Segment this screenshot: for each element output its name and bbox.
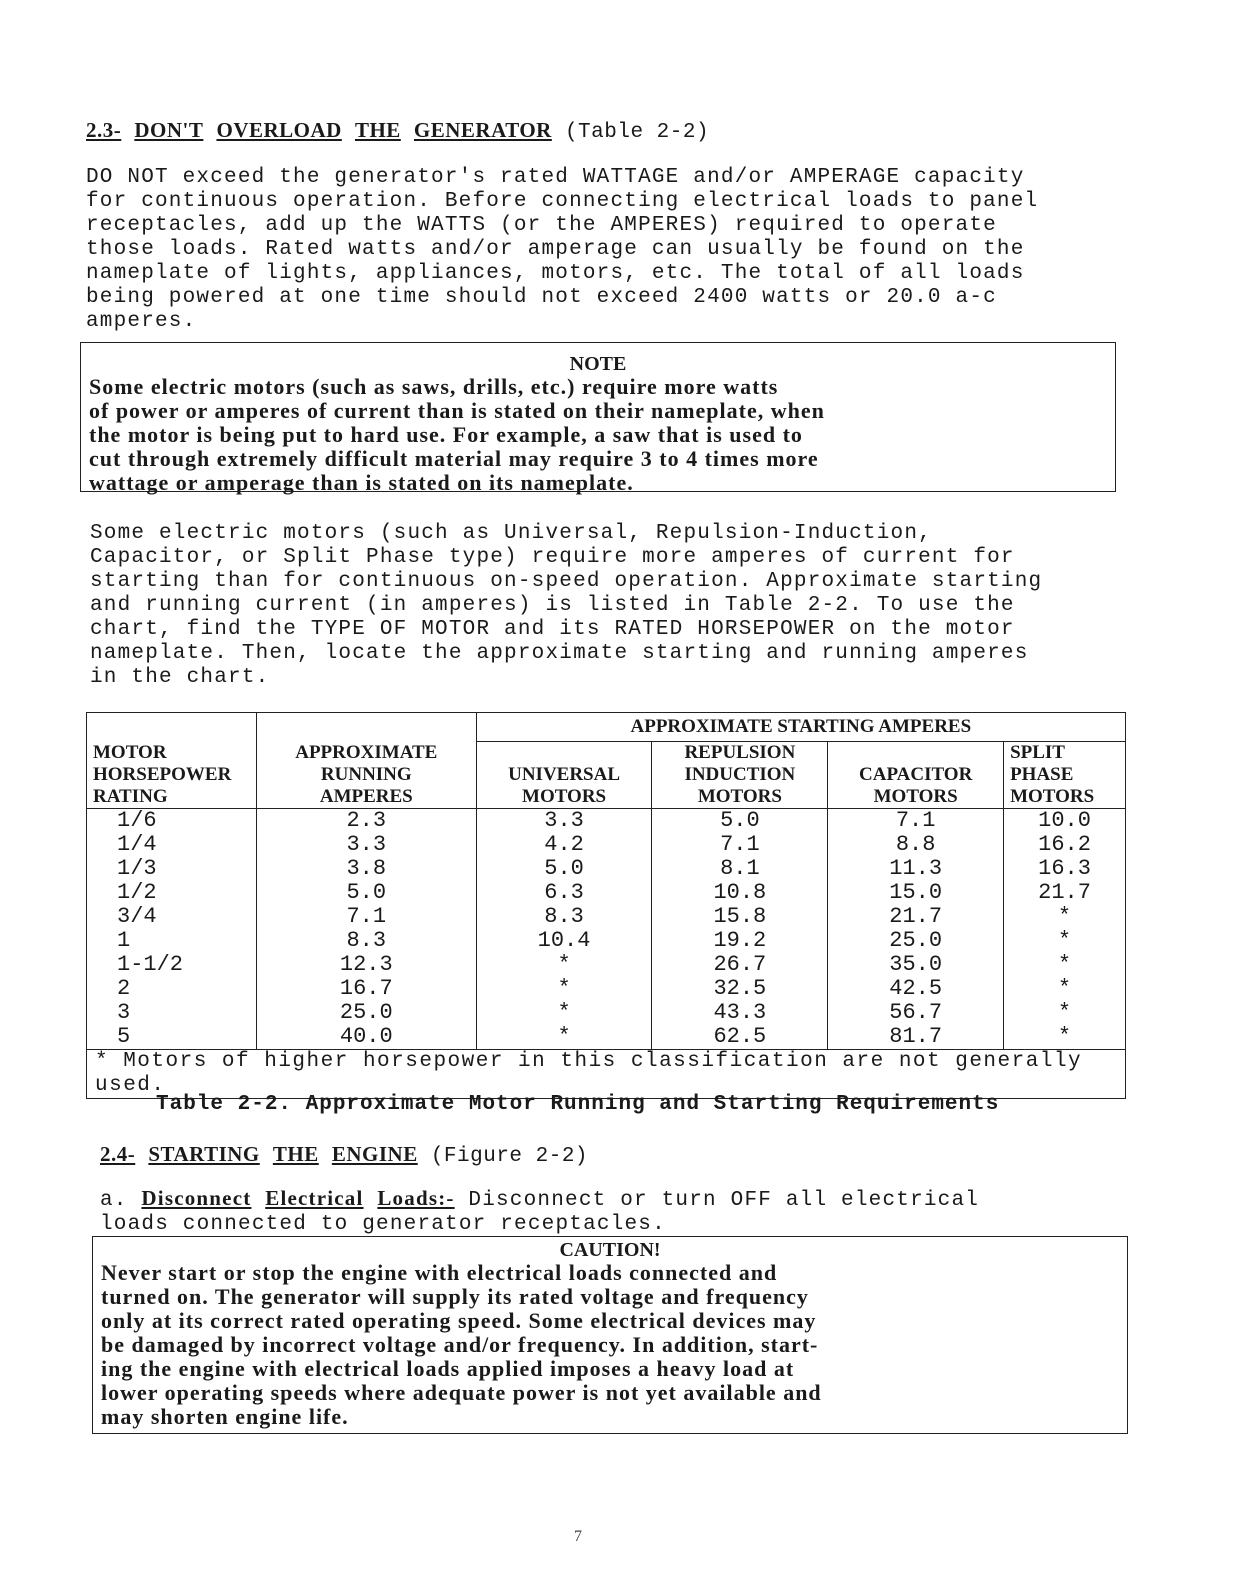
cell-split-phase: * — [1004, 1001, 1126, 1025]
cell-running: 8.3 — [256, 929, 476, 953]
paragraph-line: chart, find the TYPE OF MOTOR and its RATED HORSEPOWER on the motor — [90, 618, 1015, 641]
heading-word: THE — [354, 118, 401, 142]
cell-universal: * — [476, 977, 652, 1001]
cell-universal: 5.0 — [476, 857, 652, 881]
caution-line: may shorten engine life. — [101, 1404, 349, 1429]
table-row — [87, 929, 1126, 953]
heading-word: DON'T — [134, 118, 204, 142]
cell-universal: * — [476, 1025, 652, 1050]
cell-split-phase: * — [1004, 977, 1126, 1001]
table-row — [87, 905, 1126, 929]
header-line: INDUCTION — [684, 764, 796, 785]
paragraph-line: and running current (in amperes) is listed in Table 2-2. To use the — [90, 594, 1015, 617]
cell-universal: * — [476, 953, 652, 977]
col-header-universal — [476, 742, 652, 809]
cell-repulsion: 26.7 — [652, 953, 828, 977]
paragraph-line: receptacles, add up the WATTS (or the AMPERES) required to operate — [86, 214, 997, 237]
cell-capacitor: 35.0 — [828, 953, 1004, 977]
cell-horsepower: 3/4 — [87, 905, 257, 929]
col-header-running — [256, 713, 476, 809]
cell-capacitor: 7.1 — [828, 809, 1004, 834]
col-header-horsepower — [87, 713, 257, 809]
col-header-capacitor — [828, 742, 1004, 809]
cell-capacitor: 25.0 — [828, 929, 1004, 953]
note-line: wattage or amperage than is stated on its nameplate. — [89, 470, 634, 495]
header-line: PHASE — [1010, 764, 1074, 785]
cell-running: 7.1 — [256, 905, 476, 929]
section-reference: (Table 2-2) — [564, 121, 710, 144]
step-a-line: loads connected to generator receptacles. — [100, 1213, 666, 1236]
caution-box — [92, 1236, 1128, 1434]
cell-split-phase: 16.2 — [1004, 833, 1126, 857]
cell-running: 25.0 — [256, 1001, 476, 1025]
cell-horsepower: 1-1/2 — [87, 953, 257, 977]
cell-horsepower: 1/6 — [87, 809, 257, 834]
header-line: MOTORS — [522, 786, 607, 807]
paragraph-line: those loads. Rated watts and/or amperage can usually be found on the — [86, 238, 1025, 261]
header-line: SPLIT — [1010, 742, 1065, 763]
caution-line: only at its correct rated operating speed. Some electrical devices may — [101, 1308, 817, 1333]
paragraph-line: starting than for continuous on-speed operation. Approximate starting — [90, 570, 1043, 593]
cell-running: 40.0 — [256, 1025, 476, 1050]
paragraph-line: amperes. — [86, 310, 197, 333]
cell-split-phase: * — [1004, 905, 1126, 929]
step-title-word: Disconnect — [141, 1186, 252, 1210]
cell-split-phase: 21.7 — [1004, 881, 1126, 905]
cell-repulsion: 32.5 — [652, 977, 828, 1001]
cell-repulsion: 8.1 — [652, 857, 828, 881]
paragraph-line: Capacitor, or Split Phase type) require more amperes of current for — [90, 546, 1015, 569]
table-row — [87, 953, 1126, 977]
cell-horsepower: 1 — [87, 929, 257, 953]
step-text: Disconnect or turn OFF all electrical — [468, 1189, 980, 1212]
cell-horsepower: 5 — [87, 1025, 257, 1050]
header-line: MOTOR — [93, 742, 167, 763]
cell-capacitor: 81.7 — [828, 1025, 1004, 1050]
cell-universal: 6.3 — [476, 881, 652, 905]
header-line: UNIVERSAL — [508, 764, 621, 785]
cell-universal: * — [476, 1001, 652, 1025]
table-caption: Table 2-2. Approximate Motor Running and Starting Requirements — [156, 1093, 1000, 1116]
cell-universal: 8.3 — [476, 905, 652, 929]
table-row — [87, 977, 1126, 1001]
paragraph-line: being powered at one time should not exceed 2400 watts or 20.0 a-c — [86, 286, 997, 309]
group-header-starting: APPROXIMATE STARTING AMPERES — [476, 713, 1125, 742]
heading-word: OVERLOAD — [216, 118, 342, 142]
cell-horsepower: 1/4 — [87, 833, 257, 857]
header-line: APPROXIMATE — [295, 742, 438, 763]
note-line: the motor is being put to hard use. For example, a saw that is used to — [89, 422, 803, 447]
caution-title: CAUTION! — [559, 1239, 661, 1261]
header-line: MOTORS — [697, 786, 782, 807]
cell-capacitor: 21.7 — [828, 905, 1004, 929]
header-line: MOTORS — [1010, 786, 1095, 807]
heading-word: GENERATOR — [413, 118, 552, 142]
cell-repulsion: 15.8 — [652, 905, 828, 929]
header-line: MOTORS — [873, 786, 958, 807]
caution-line: Never start or stop the engine with electrical loads connected and — [101, 1260, 778, 1285]
cell-repulsion: 10.8 — [652, 881, 828, 905]
motor-paragraph — [90, 522, 1042, 690]
cell-horsepower: 1/3 — [87, 857, 257, 881]
cell-running: 3.8 — [256, 857, 476, 881]
caution-line: be damaged by incorrect voltage and/or frequency. In addition, start- — [101, 1332, 819, 1357]
paragraph-line: nameplate. Then, locate the approximate starting and running amperes — [90, 642, 1029, 665]
cell-universal: 4.2 — [476, 833, 652, 857]
cell-capacitor: 11.3 — [828, 857, 1004, 881]
caution-line: lower operating speeds where adequate power is not yet available and — [101, 1380, 822, 1405]
table-row — [87, 1025, 1126, 1050]
caution-line: turned on. The generator will supply its rated voltage and frequency — [101, 1284, 809, 1309]
section-number: 2.4- — [100, 1142, 136, 1166]
note-title: NOTE — [569, 353, 627, 375]
header-line: RATING — [93, 786, 168, 807]
note-line: of power or amperes of current than is stated on their nameplate, when — [89, 398, 825, 423]
cell-running: 16.7 — [256, 977, 476, 1001]
cell-running: 12.3 — [256, 953, 476, 977]
table-row — [87, 881, 1126, 905]
cell-repulsion: 5.0 — [652, 809, 828, 834]
paragraph-line: in the chart. — [90, 666, 270, 689]
note-line: cut through extremely difficult material may require 3 to 4 times more — [89, 446, 819, 471]
cell-repulsion: 7.1 — [652, 833, 828, 857]
paragraph-line: for continuous operation. Before connecting electrical loads to panel — [86, 190, 1039, 213]
cell-universal: 3.3 — [476, 809, 652, 834]
table-row — [87, 809, 1126, 834]
table-row — [87, 1001, 1126, 1025]
cell-horsepower: 3 — [87, 1001, 257, 1025]
cell-capacitor: 15.0 — [828, 881, 1004, 905]
table-row — [87, 857, 1126, 881]
header-line: HORSEPOWER — [93, 764, 232, 785]
section-2-4-heading — [100, 1142, 588, 1168]
paragraph-line: Some electric motors (such as Universal, Repulsion-Induction, — [90, 522, 932, 545]
cell-split-phase: 10.0 — [1004, 809, 1126, 834]
cell-horsepower: 1/2 — [87, 881, 257, 905]
heading-word: ENGINE — [331, 1142, 418, 1166]
cell-capacitor: 42.5 — [828, 977, 1004, 1001]
section-reference: (Figure 2-2) — [430, 1145, 589, 1168]
step-label: a. — [100, 1189, 128, 1212]
cell-split-phase: * — [1004, 1025, 1126, 1050]
motor-amperes-table — [86, 712, 1126, 1099]
section-number: 2.3- — [86, 118, 122, 142]
step-a — [100, 1186, 979, 1237]
page-number: 7 — [574, 1528, 582, 1545]
cell-running: 5.0 — [256, 881, 476, 905]
heading-word: THE — [272, 1142, 319, 1166]
note-box — [80, 342, 1116, 495]
col-header-split-phase — [1004, 742, 1126, 809]
table-row — [87, 833, 1126, 857]
header-line: RUNNING — [320, 764, 412, 785]
cell-capacitor: 56.7 — [828, 1001, 1004, 1025]
step-a-line — [100, 1186, 979, 1213]
col-header-repulsion — [652, 742, 828, 809]
header-line: CAPACITOR — [859, 764, 973, 785]
header-line: REPULSION — [684, 742, 796, 763]
cell-horsepower: 2 — [87, 977, 257, 1001]
cell-split-phase: * — [1004, 953, 1126, 977]
section-2-3-heading — [86, 118, 709, 144]
note-line: Some electric motors (such as saws, drills, etc.) require more watts — [89, 374, 779, 399]
heading-word: STARTING — [148, 1142, 260, 1166]
overload-paragraph — [86, 166, 1038, 334]
table-footnote — [87, 1050, 1126, 1099]
cell-repulsion: 19.2 — [652, 929, 828, 953]
cell-split-phase: 16.3 — [1004, 857, 1126, 881]
paragraph-line: nameplate of lights, appliances, motors, etc. The total of all loads — [86, 262, 1025, 285]
cell-repulsion: 62.5 — [652, 1025, 828, 1050]
step-title-word: Electrical — [265, 1186, 364, 1210]
cell-capacitor: 8.8 — [828, 833, 1004, 857]
cell-repulsion: 43.3 — [652, 1001, 828, 1025]
caution-line: ing the engine with electrical loads applied imposes a heavy load at — [101, 1356, 795, 1381]
cell-running: 3.3 — [256, 833, 476, 857]
paragraph-line: DO NOT exceed the generator's rated WATTAGE and/or AMPERAGE capacity — [86, 166, 1025, 189]
cell-running: 2.3 — [256, 809, 476, 834]
cell-universal: 10.4 — [476, 929, 652, 953]
footnote-line: used. — [95, 1074, 166, 1097]
step-title-word: Loads:- — [377, 1186, 455, 1210]
header-line: AMPERES — [319, 786, 413, 807]
footnote-line: * Motors of higher horsepower in this classification are not generally — [95, 1050, 1083, 1073]
cell-split-phase: * — [1004, 929, 1126, 953]
